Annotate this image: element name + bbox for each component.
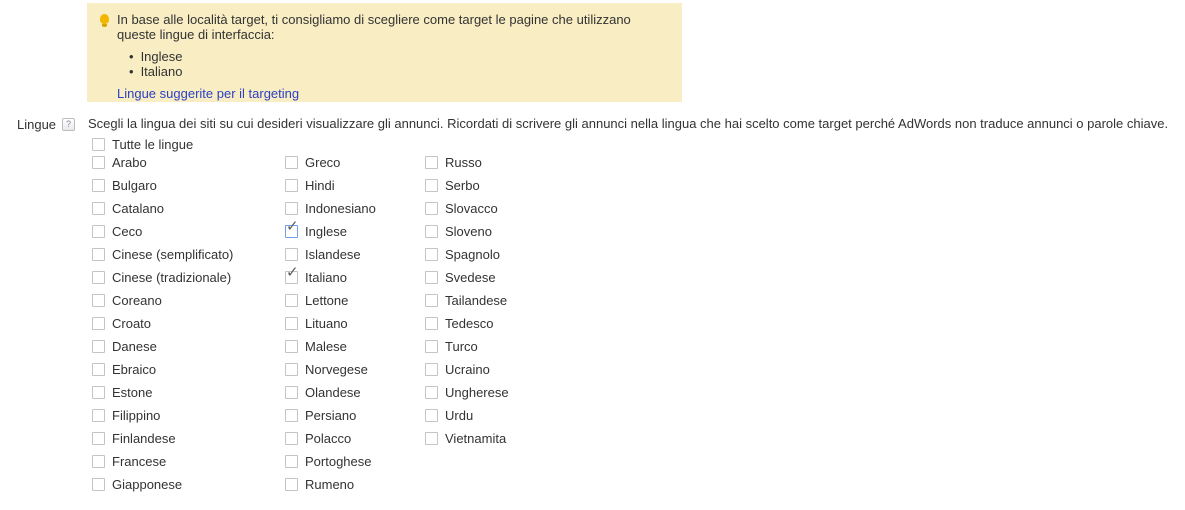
language-checkbox-hindi[interactable]	[285, 179, 298, 192]
language-label[interactable]: Catalano	[112, 201, 165, 216]
all-languages-checkbox[interactable]	[92, 138, 105, 151]
language-row-estone	[92, 381, 285, 404]
language-row-polacco	[285, 427, 425, 450]
language-label[interactable]: Ungherese	[445, 385, 509, 400]
language-row-ebraico	[92, 358, 285, 381]
language-label[interactable]: Estone	[112, 385, 153, 400]
language-label[interactable]: Vietnamita	[445, 431, 507, 446]
language-label[interactable]: Giapponese	[112, 477, 183, 492]
language-label[interactable]: Ebraico	[112, 362, 157, 377]
language-checkbox-indonesiano[interactable]	[285, 202, 298, 215]
language-label[interactable]: Hindi	[305, 178, 335, 193]
language-label[interactable]: Spagnolo	[445, 247, 500, 262]
language-checkbox-vietnamita[interactable]	[425, 432, 438, 445]
language-checkbox-lituano[interactable]	[285, 317, 298, 330]
languages-section	[88, 116, 1168, 496]
language-label[interactable]: Turco	[445, 339, 478, 354]
all-languages-label[interactable]: Tutte le lingue	[112, 137, 194, 152]
language-row-svedese	[425, 266, 509, 289]
language-label[interactable]: Italiano	[305, 270, 347, 285]
language-row-cinese-tradizionale	[92, 266, 285, 289]
language-label[interactable]: Tailandese	[445, 293, 508, 308]
field-label-lingue: Lingue	[17, 117, 57, 132]
notice-box	[87, 3, 682, 102]
language-row-ucraino	[425, 358, 509, 381]
language-label[interactable]: Tedesco	[445, 316, 494, 331]
language-checkbox-turco[interactable]	[425, 340, 438, 353]
language-row-coreano	[92, 289, 285, 312]
language-checkbox-danese[interactable]	[92, 340, 105, 353]
checkmark-icon: ✓	[286, 217, 299, 235]
language-label[interactable]: Croato	[112, 316, 152, 331]
language-column-1	[92, 151, 285, 496]
language-row-slovacco	[425, 197, 509, 220]
language-checkbox-polacco[interactable]	[285, 432, 298, 445]
language-checkbox-tailandese[interactable]	[425, 294, 438, 307]
language-checkbox-coreano[interactable]	[92, 294, 105, 307]
language-label[interactable]: Francese	[112, 454, 167, 469]
language-checkbox-catalano[interactable]	[92, 202, 105, 215]
language-checkbox-greco[interactable]	[285, 156, 298, 169]
language-label[interactable]: Ceco	[112, 224, 143, 239]
language-checkbox-francese[interactable]	[92, 455, 105, 468]
language-column-3	[425, 151, 509, 496]
language-label[interactable]: Islandese	[305, 247, 361, 262]
language-row-lettone	[285, 289, 425, 312]
language-row-urdu	[425, 404, 509, 427]
help-icon[interactable]: ?	[62, 118, 75, 131]
language-row-cinese-semplificato	[92, 243, 285, 266]
language-row-tedesco	[425, 312, 509, 335]
language-label[interactable]: Arabo	[112, 155, 147, 170]
language-row-filippino	[92, 404, 285, 427]
language-row-francese	[92, 450, 285, 473]
instruction-text: Scegli la lingua dei siti su cui desideri visualizzare gli annunci. Ricordati di scrivere gli annunci nella lingua che hai scelto come target perché AdWords non traduce annunci o parole chiave.	[88, 116, 1169, 131]
language-label[interactable]: Urdu	[445, 408, 474, 423]
language-checkbox-norvegese[interactable]	[285, 363, 298, 376]
notice-body	[117, 12, 647, 101]
language-label[interactable]: Persiano	[305, 408, 357, 423]
language-checkbox-svedese[interactable]	[425, 271, 438, 284]
language-row-portoghese	[285, 450, 425, 473]
language-row-vietnamita	[425, 427, 509, 450]
language-checkbox-inglese[interactable]	[285, 217, 299, 238]
language-checkbox-malese[interactable]	[285, 340, 298, 353]
language-checkbox-rumeno[interactable]	[285, 478, 298, 491]
language-row-italiano	[285, 263, 425, 289]
language-checkbox-ungherese[interactable]	[425, 386, 438, 399]
language-label[interactable]: Russo	[445, 155, 482, 170]
language-label[interactable]: Coreano	[112, 293, 162, 308]
language-checkbox-slovacco[interactable]	[425, 202, 438, 215]
language-row-catalano	[92, 197, 285, 220]
language-checkbox-tedesco[interactable]	[425, 317, 438, 330]
language-columns	[92, 151, 1168, 496]
language-label[interactable]: Malese	[305, 339, 347, 354]
language-row-ceco	[92, 220, 285, 243]
language-checkbox-ceco[interactable]	[92, 225, 105, 238]
language-label[interactable]: Norvegese	[305, 362, 368, 377]
language-checkbox-persiano[interactable]	[285, 409, 298, 422]
language-label[interactable]: Indonesiano	[305, 201, 376, 216]
language-checkbox-olandese[interactable]	[285, 386, 298, 399]
language-row-inglese	[285, 217, 425, 243]
language-label[interactable]: Cinese (tradizionale)	[112, 270, 232, 285]
notice-text: In base alle località target, ti consigliamo di scegliere come target le pagine che utilizzano queste lingue di interfaccia:	[117, 12, 631, 42]
language-row-norvegese	[285, 358, 425, 381]
language-row-arabo	[92, 151, 285, 174]
language-row-finlandese	[92, 427, 285, 450]
language-row-lituano	[285, 312, 425, 335]
language-row-malese	[285, 335, 425, 358]
language-row-olandese	[285, 381, 425, 404]
field-label-wrap	[17, 117, 75, 132]
language-row-spagnolo	[425, 243, 509, 266]
language-row-persiano	[285, 404, 425, 427]
language-row-turco	[425, 335, 509, 358]
language-label[interactable]: Ucraino	[445, 362, 490, 377]
language-checkbox-lettone[interactable]	[285, 294, 298, 307]
language-checkbox-urdu[interactable]	[425, 409, 438, 422]
language-checkbox-cinese-tradizionale[interactable]	[92, 271, 105, 284]
lightbulb-icon	[100, 14, 109, 24]
language-label[interactable]: Lettone	[305, 293, 349, 308]
language-row-rumeno	[285, 473, 425, 496]
language-row-danese	[92, 335, 285, 358]
language-checkbox-serbo[interactable]	[425, 179, 438, 192]
language-label[interactable]: Svedese	[445, 270, 496, 285]
language-row-ungherese	[425, 381, 509, 404]
language-checkbox-ebraico[interactable]	[92, 363, 105, 376]
language-label[interactable]: Bulgaro	[112, 178, 157, 193]
language-column-2	[285, 151, 425, 496]
language-row-greco	[285, 151, 425, 174]
language-label[interactable]: Sloveno	[445, 224, 492, 239]
language-label[interactable]: Rumeno	[305, 477, 355, 492]
suggested-language-item: • Italiano	[129, 64, 647, 79]
checkmark-icon: ✓	[286, 263, 299, 281]
language-label[interactable]: Greco	[305, 155, 341, 170]
language-label[interactable]: Inglese	[305, 224, 347, 239]
language-checkbox-ucraino[interactable]	[425, 363, 438, 376]
language-label[interactable]: Olandese	[305, 385, 361, 400]
suggested-language-item: • Inglese	[129, 49, 647, 64]
language-checkbox-spagnolo[interactable]	[425, 248, 438, 261]
language-row-tailandese	[425, 289, 509, 312]
language-label[interactable]: Portoghese	[305, 454, 372, 469]
language-row-bulgaro	[92, 174, 285, 197]
language-checkbox-finlandese[interactable]	[92, 432, 105, 445]
language-row-hindi	[285, 174, 425, 197]
language-label[interactable]: Slovacco	[445, 201, 498, 216]
language-label[interactable]: Lituano	[305, 316, 348, 331]
language-checkbox-giapponese[interactable]	[92, 478, 105, 491]
suggested-languages-link[interactable]: Lingue suggerite per il targeting	[117, 86, 300, 101]
language-label[interactable]: Cinese (semplificato)	[112, 247, 234, 262]
language-row-indonesiano	[285, 197, 425, 220]
language-checkbox-portoghese[interactable]	[285, 455, 298, 468]
suggested-languages-list	[117, 49, 647, 79]
language-row-sloveno	[425, 220, 509, 243]
language-row-giapponese	[92, 473, 285, 496]
language-checkbox-arabo[interactable]	[92, 156, 105, 169]
language-label[interactable]: Danese	[112, 339, 157, 354]
language-checkbox-russo[interactable]	[425, 156, 438, 169]
language-row-islandese	[285, 243, 425, 266]
language-row-serbo	[425, 174, 509, 197]
language-checkbox-sloveno[interactable]	[425, 225, 438, 238]
language-checkbox-estone[interactable]	[92, 386, 105, 399]
language-checkbox-cinese-semplificato[interactable]	[92, 248, 105, 261]
language-checkbox-filippino[interactable]	[92, 409, 105, 422]
language-label[interactable]: Polacco	[305, 431, 352, 446]
language-label[interactable]: Filippino	[112, 408, 161, 423]
language-label[interactable]: Serbo	[445, 178, 480, 193]
language-checkbox-italiano[interactable]	[285, 263, 299, 284]
language-checkbox-croato[interactable]	[92, 317, 105, 330]
language-row-croato	[92, 312, 285, 335]
language-checkbox-islandese[interactable]	[285, 248, 298, 261]
language-label[interactable]: Finlandese	[112, 431, 176, 446]
language-checkbox-bulgaro[interactable]	[92, 179, 105, 192]
language-row-russo	[425, 151, 509, 174]
